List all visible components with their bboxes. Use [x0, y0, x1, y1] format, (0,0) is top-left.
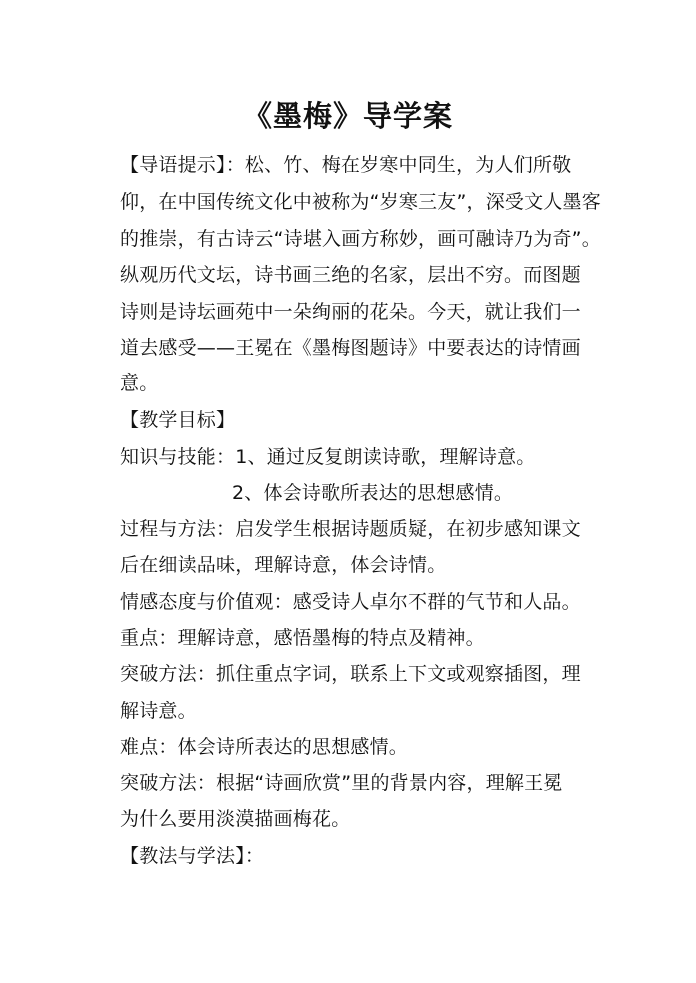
intro-line: 道去感受——王冕在《墨梅图题诗》中要表达的诗情画	[120, 337, 581, 359]
intro-line: 仰，在中国传统文化中被称为“岁寒三友”，深受文人墨客	[120, 191, 601, 213]
intro-line: 的推崇，有古诗云“诗堪入画方称妙，画可融诗乃为奇”。	[120, 228, 601, 250]
intro-line: 意。	[120, 372, 159, 394]
process-method-line: 过程与方法：启发学生根据诗题质疑，在初步感知课文	[120, 518, 581, 540]
key-method-line: 解诗意。	[120, 700, 197, 722]
process-method-line: 后在细读品味，理解诗意，体会诗情。	[120, 554, 447, 576]
difficulty-method-line: 为什么要用淡漠描画梅花。	[120, 808, 351, 830]
knowledge-skill-line: 知识与技能：1、通过反复朗读诗歌，理解诗意。	[120, 446, 536, 468]
methods-heading: 【教法与学法】：	[120, 845, 265, 867]
key-point-line: 重点：理解诗意，感悟墨梅的特点及精神。	[120, 627, 485, 649]
key-method-line: 突破方法：抓住重点字词，联系上下文或观察插图，理	[120, 663, 581, 685]
intro-line: 诗则是诗坛画苑中一朵绚丽的花朵。今天，就让我们一	[120, 301, 581, 323]
knowledge-skill-line-2: 2、体会诗歌所表达的思想感情。	[232, 482, 514, 504]
goals-heading: 【教学目标】	[120, 409, 236, 431]
difficulty-line: 难点：体会诗所表达的思想感情。	[120, 736, 409, 758]
intro-line: 纵观历代文坛，诗书画三绝的名家，层出不穷。而图题	[120, 264, 581, 286]
difficulty-method-line: 突破方法：根据“诗画欣赏”里的背景内容，理解王冕	[120, 772, 563, 794]
emotion-attitude-line: 情感态度与价值观：感受诗人卓尔不群的气节和人品。	[120, 591, 581, 613]
page-title: 《墨梅》导学案	[242, 99, 453, 133]
intro-line: 【导语提示】：松、竹、梅在岁寒中同生，为人们所敬	[120, 154, 572, 176]
